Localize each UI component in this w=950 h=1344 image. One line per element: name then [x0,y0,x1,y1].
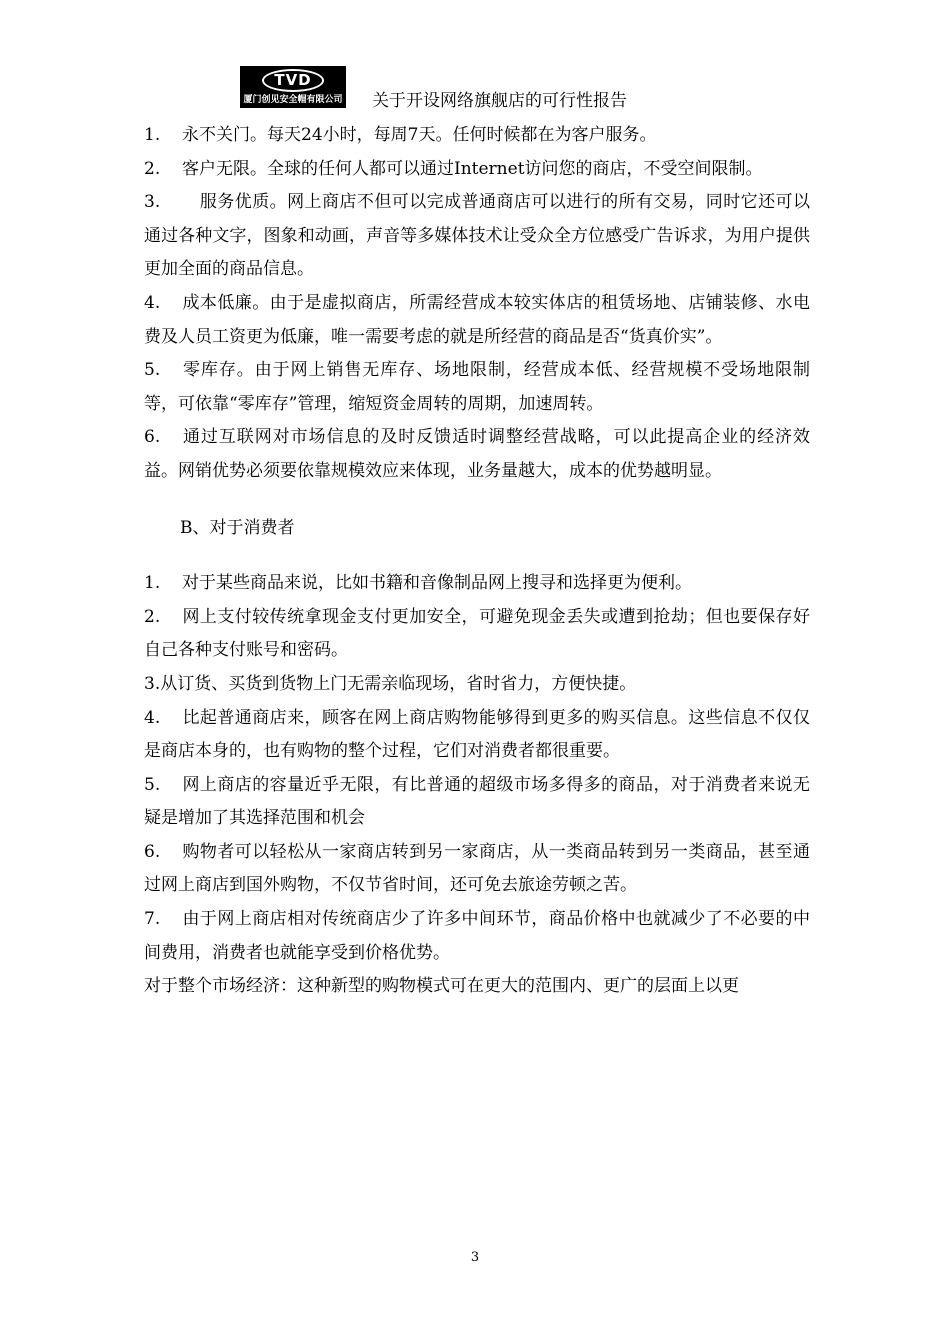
item-number: 6. [144,841,161,862]
logo-brand-text: TVD [274,71,312,89]
list-item [144,567,810,601]
item-number: 4. [144,707,161,728]
item-number: 2. [144,606,161,627]
consumer-benefits-list [144,567,810,970]
item-text: 网上商店的容量近乎无限，有比普通的超级市场多得多的商品，对于消费者来说无疑是增加了其选择范围和机会 [144,774,810,829]
item-text: 成本低廉。由于是虚拟商店，所需经营成本较实体店的租赁场地、店铺装修、水电费及人员工资更为低廉，唯一需要考虑的就是所经营的商品是否“货真价实”。 [144,292,810,347]
list-item [144,421,810,488]
item-number: 1. [144,125,161,145]
item-text: 对于某些商品来说，比如书籍和音像制品网上搜寻和选择更为便利。 [182,573,692,594]
item-number: 7. [144,909,161,930]
document-body [144,119,810,1004]
list-item [144,668,810,702]
logo-company-name: 厦门创见安全帽有限公司 [243,95,343,105]
list-item [144,903,810,970]
list-item [144,601,810,668]
item-text: 服务优质。网上商店不但可以完成普通商店可以进行的所有交易，同时它还可以通过各种文字，图象和动画，声音等多媒体技术让受众全方位感受广告诉求，为用户提供更加全面的商品信息。 [144,192,810,280]
item-number: 6. [144,427,161,448]
closing-paragraph: 对于整个市场经济：这种新型的购物模式可在更大的范围内、更广的层面上以更 [144,976,739,997]
list-item [144,186,810,287]
list-item [144,287,810,354]
item-text: 比起普通商店来，顾客在网上商店购物能够得到更多的购买信息。这些信息不仅仅是商店本身的，也有购物的整个过程，它们对消费者都很重要。 [144,707,810,762]
list-item [144,119,810,153]
company-logo [240,66,346,108]
item-number: 2. [144,158,161,179]
page-number: 3 [470,1250,480,1265]
item-number: 5. [144,774,161,795]
item-text: 由于网上商店相对传统商店少了许多中间环节，商品价格中也就减少了不必要的中间费用，消费者也就能享受到价格优势。 [144,909,810,963]
item-number: 3. [144,192,161,213]
merchant-benefits-list [144,119,810,489]
item-text: 购物者可以轻松从一家商店转到另一家商店，从一类商品转到另一类商品，甚至通过网上商店到国外购物，不仅节省时间，还可免去旅途劳顿之苦。 [144,841,810,896]
list-item [144,153,810,187]
item-number: 5. [144,360,161,381]
list-item [144,702,810,769]
document-header-title: 关于开设网络旗舰店的可行性报告 [372,91,627,111]
item-text: 网上支付较传统拿现金支付更加安全，可避免现金丢失或遭到抢劫；但也要保存好自己各种支付账号和密码。 [144,606,810,661]
list-item [144,836,810,903]
item-text: 永不关门。每天24小时，每周7天。任何时候都在为客户服务。 [182,125,657,145]
list-item [144,354,810,421]
item-text: 3.从订货、买货到货物上门无需亲临现场，省时省力，方便快捷。 [144,673,637,694]
item-text: 零库存。由于网上销售无库存、场地限制，经营成本低、经营规模不受场地限制等，可依靠“零库存”管理，缩短资金周转的周期，加速周转。 [144,360,810,414]
section-heading-consumers: B、对于消费者 [180,517,295,538]
list-item [144,769,810,836]
item-text: 客户无限。全球的任何人都可以通过Internet访问您的商店，不受空间限制。 [182,158,763,179]
item-text: 通过互联网对市场信息的及时反馈适时调整经营战略，可以此提高企业的经济效益。网销优势必须要依靠规模效应来体现，业务量越大，成本的优势越明显。 [144,427,810,481]
item-number: 4. [144,292,161,313]
item-number: 1. [144,573,161,594]
